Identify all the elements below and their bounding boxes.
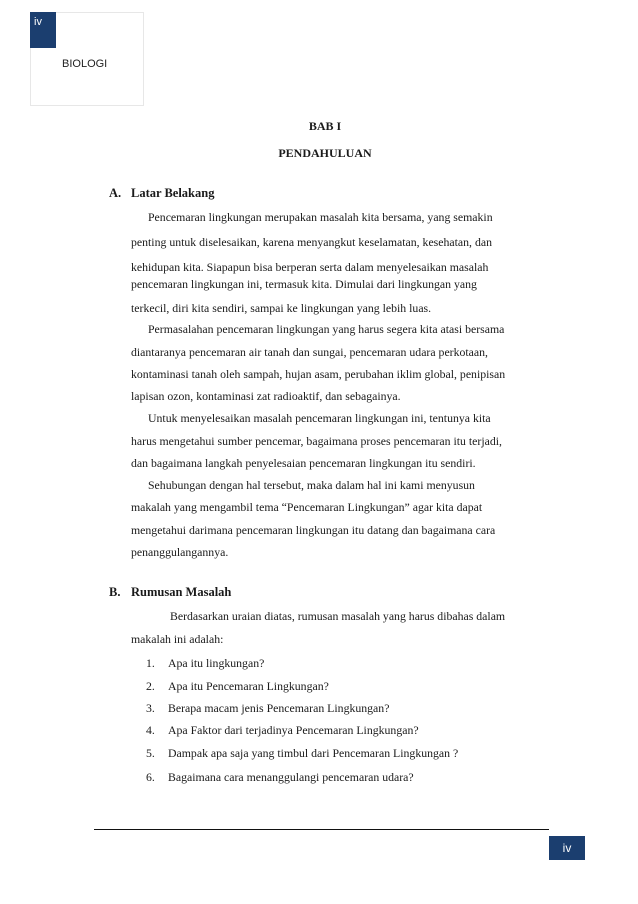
list-item (146, 746, 458, 761)
list-item (146, 701, 389, 716)
chapter-subtitle: PENDAHULUAN (278, 146, 372, 160)
paragraph-line: Permasalahan pencemaran lingkungan yang harus segera kita atasi bersama (148, 322, 505, 336)
footer-page-number: iv (549, 836, 585, 860)
paragraph-line: kontaminasi tanah oleh sampah, hujan asam, perubahan iklim global, penipisan (131, 367, 506, 381)
paragraph-line: Untuk menyelesaikan masalah pencemaran lingkungan ini, tentunya kita (148, 411, 491, 425)
list-item-number: 6. (146, 770, 155, 784)
footer-rule (94, 829, 549, 830)
paragraph-line: dan bagaimana langkah penyelesaian pencemaran lingkungan itu sendiri. (131, 456, 476, 470)
chapter-title: BAB I (308, 119, 342, 133)
list-item (146, 723, 419, 738)
paragraph-line: pencemaran lingkungan ini, termasuk kita. Dimulai dari lingkungan yang (131, 277, 477, 291)
paragraph-line: Pencemaran lingkungan merupakan masalah kita bersama, yang semakin (148, 210, 493, 224)
paragraph-line: penting untuk diselesaikan, karena menyangkut keselamatan, kesehatan, dan (131, 235, 492, 249)
section-a-heading (109, 186, 214, 201)
paragraph-line: Sehubungan dengan hal tersebut, maka dalam hal ini kami menyusun (148, 478, 475, 492)
paragraph-line: Berdasarkan uraian diatas, rumusan masalah yang harus dibahas dalam (170, 609, 506, 623)
paragraph-line: lapisan ozon, kontaminasi zat radioaktif, dan sebagainya. (131, 389, 401, 403)
paragraph-line: harus mengetahui sumber pencemar, bagaimana proses pencemaran itu terjadi, (131, 434, 502, 448)
list-item-text: Apa itu lingkungan? (168, 656, 265, 670)
list-item-number: 4. (146, 723, 155, 737)
list-item (146, 679, 329, 694)
paragraph-line: mengetahui darimana pencemaran lingkungan itu datang dan bagaimana cara (131, 523, 496, 537)
section-b-letter: B. (109, 585, 121, 599)
paragraph-line: makalah yang mengambil tema “Pencemaran Lingkungan” agar kita dapat (131, 500, 483, 514)
list-item-number: 1. (146, 656, 155, 670)
paragraph-line: makalah ini adalah: (131, 632, 224, 646)
list-item (146, 770, 414, 785)
list-item-text: Apa Faktor dari terjadinya Pencemaran Lingkungan? (168, 723, 419, 737)
list-item-text: Apa itu Pencemaran Lingkungan? (168, 679, 329, 693)
section-a-title: Latar Belakang (131, 186, 215, 200)
list-item-text: Berapa macam jenis Pencemaran Lingkungan? (168, 701, 390, 715)
paragraph-line: kehidupan kita. Siapapun bisa berperan serta dalam menyelesaikan masalah (131, 260, 489, 274)
list-item (146, 656, 264, 671)
section-b-heading (109, 585, 231, 600)
paragraph-line: diantaranya pencemaran air tanah dan sungai, pencemaran udara perkotaan, (131, 345, 488, 359)
list-item-number: 5. (146, 746, 155, 760)
list-item-number: 2. (146, 679, 155, 693)
paragraph-line: penanggulangannya. (131, 545, 229, 559)
header-page-number: iv (34, 16, 42, 28)
list-item-text: Bagaimana cara menanggulangi pencemaran udara? (168, 770, 414, 784)
section-b-title: Rumusan Masalah (131, 585, 232, 599)
list-item-number: 3. (146, 701, 155, 715)
paragraph-line: terkecil, diri kita sendiri, sampai ke lingkungan yang lebih luas. (131, 301, 432, 315)
list-item-text: Dampak apa saja yang timbul dari Pencemaran Lingkungan ? (168, 746, 459, 760)
section-a-letter: A. (109, 186, 122, 200)
header-subject: BIOLOGI (62, 58, 108, 70)
